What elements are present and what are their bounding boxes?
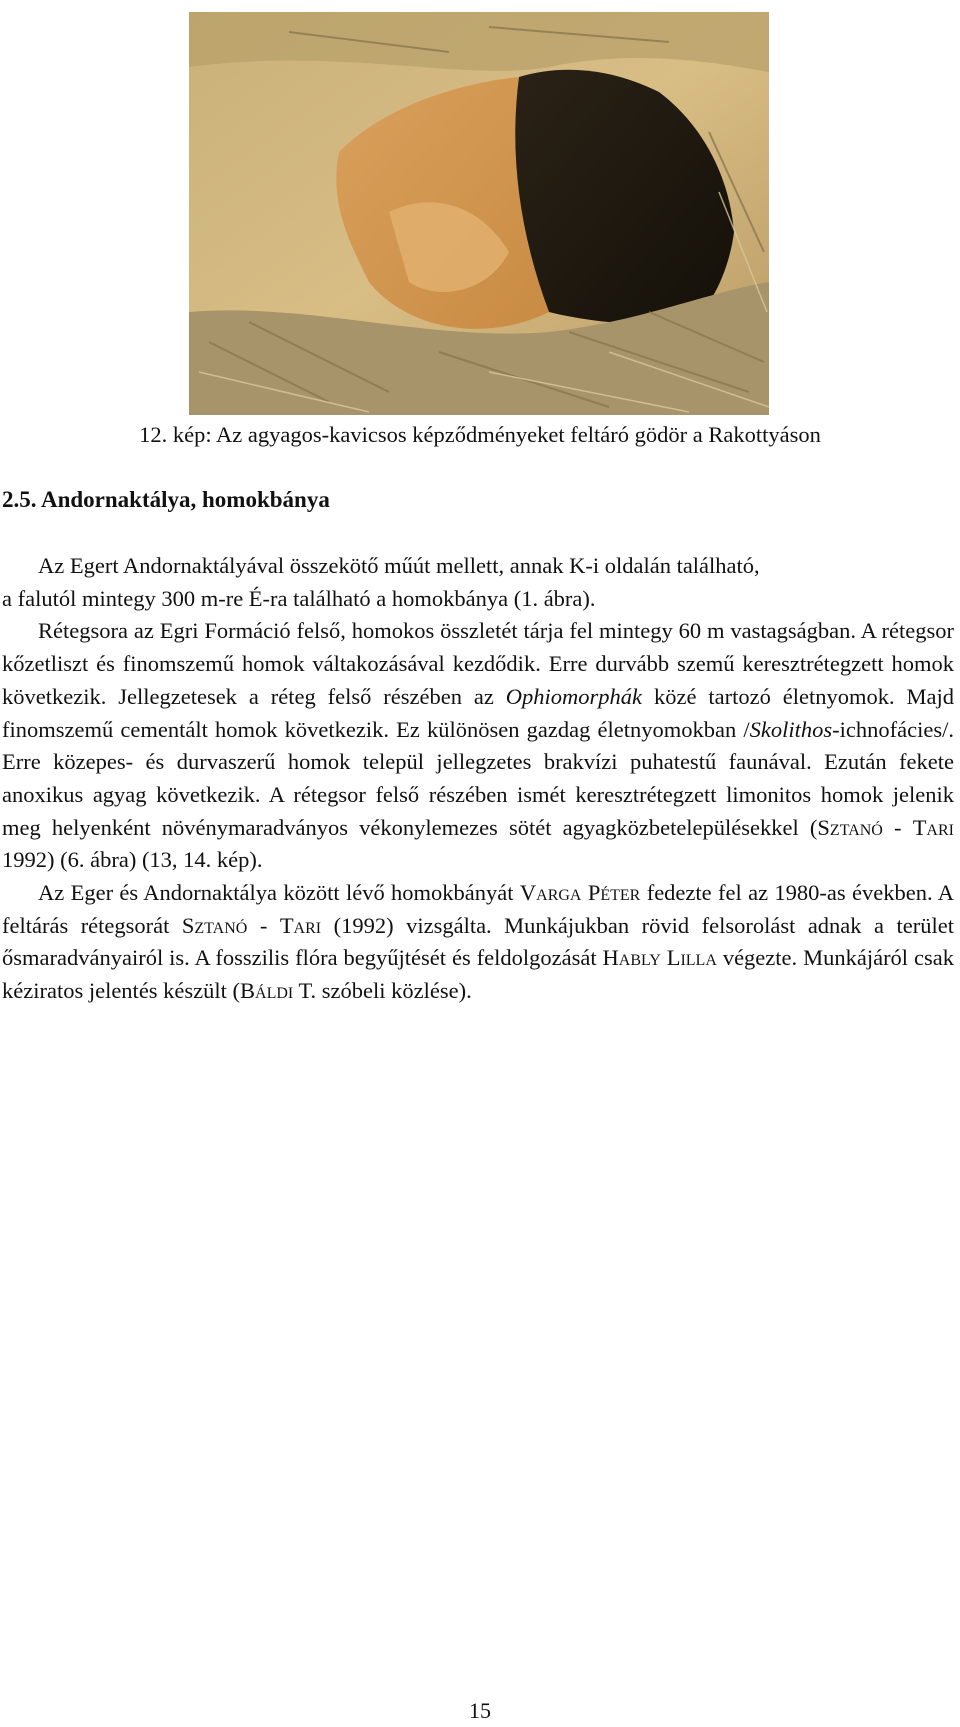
excavation-pit-photo: [189, 12, 769, 415]
figure-caption: 12. kép: Az agyagos-kavicsos képződményeket feltáró gödör a Rakottyáson: [139, 422, 821, 447]
page-number: 15: [469, 1698, 491, 1723]
section-heading: 2.5. Andornaktálya, homokbánya: [2, 487, 330, 512]
paragraph-2: Rétegsora az Egri Formáció felső, homokos összletét tárja fel mintegy 60 m vastagságban. A rétegsor kőzetliszt és finomszemű homok váltakozásával kezdődik. Erre durvább szemű keresztrétegzett homok következik. Jellegzetesek a réteg felső részében az Ophiomorphák közé tartozó életnyomok. Majd finomszemű cementált homok következik. Ez különösen gazdag életnyomokban /Skolithos-ichnofácies/. Erre közepes- és durvaszerű homok települ jellegzetes brakvízi puhatestű faunával. Ezután fekete anoxikus agyag következik. A rétegsor felső részében ismét keresztrétegzett limonitos homok jelenik meg helyenként növénymaradványos vékonylemezes sötét agyagközbetelepülésekkel (Sztanó - Tari 1992) (6. ábra) (13, 14. kép).: [2, 618, 954, 873]
body-text: [2, 550, 954, 1008]
paragraph-1-cont: a falutól mintegy 300 m-re É-ra található a homokbánya (1. ábra).: [2, 585, 596, 611]
paragraph-3: Az Eger és Andornaktálya között lévő homokbányát Varga Péter fedezte fel az 1980-as években. A feltárás rétegsorát Sztanó - Tari (1992) vizsgálta. Munkájukban rövid felsorolást adnak a terület ősmaradványairól is. A fosszilis flóra begyűjtését és feldolgozását Hably Lilla végezte. Munkájáról csak kéziratos jelentés készült (Báldi T. szóbeli közlése).: [2, 880, 954, 1004]
paragraph-1: Az Egert Andornaktályával összekötő műút mellett, annak K-i oldalán található,: [38, 553, 760, 578]
